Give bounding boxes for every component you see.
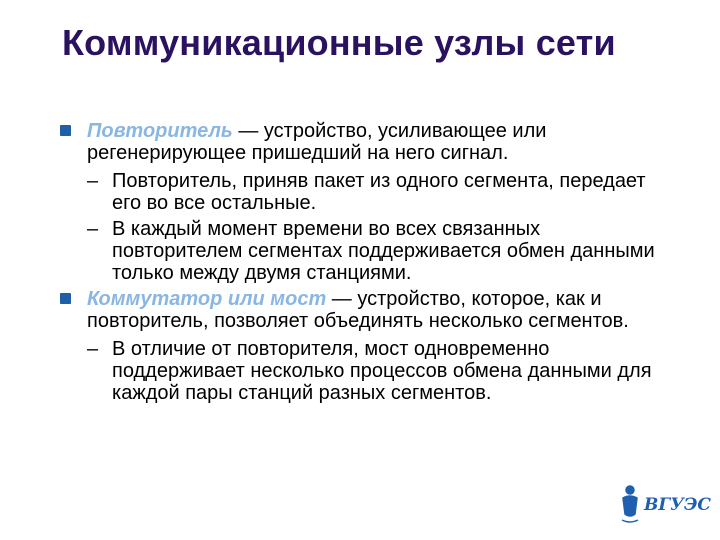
- subbullet-text: В каждый момент времени во всех связанных повторителем сегментах поддерживается обмен данными только между двумя станциями.: [112, 218, 655, 284]
- square-bullet-icon: [60, 293, 71, 304]
- bullet-switch: [60, 288, 670, 332]
- bullet-repeater: [60, 120, 670, 164]
- subbullet-text: Повторитель, приняв пакет из одного сегмента, передает его во все остальные.: [112, 170, 646, 214]
- slide-content: [60, 120, 670, 406]
- dash-marker: –: [87, 218, 99, 240]
- subbullet-repeater-1: [60, 170, 670, 214]
- square-bullet-icon: [60, 125, 71, 136]
- subbullet-text: В отличие от повторителя, мост одновременно поддерживает несколько процессов обмена данными для каждой пары станций разных сегментов.: [112, 338, 652, 404]
- dash-marker: –: [87, 170, 99, 192]
- dash-marker: –: [87, 338, 99, 360]
- bullet-repeater-text: — устройство, усиливающее или регенерирующее пришедший на него сигнал.: [87, 120, 547, 164]
- logo-text: ВГУЭС: [644, 495, 711, 515]
- slide-title: Коммуникационные узлы сети: [62, 22, 616, 63]
- subbullet-switch-1: [60, 338, 670, 404]
- term-repeater: Повторитель: [87, 120, 233, 142]
- term-switch: Коммутатор или мост: [87, 288, 327, 310]
- subbullet-repeater-2: [60, 218, 670, 284]
- bullet-switch-text: — устройство, которое, как и повторитель, позволяет объединять несколько сегментов.: [87, 288, 629, 332]
- university-logo-icon: [618, 480, 711, 528]
